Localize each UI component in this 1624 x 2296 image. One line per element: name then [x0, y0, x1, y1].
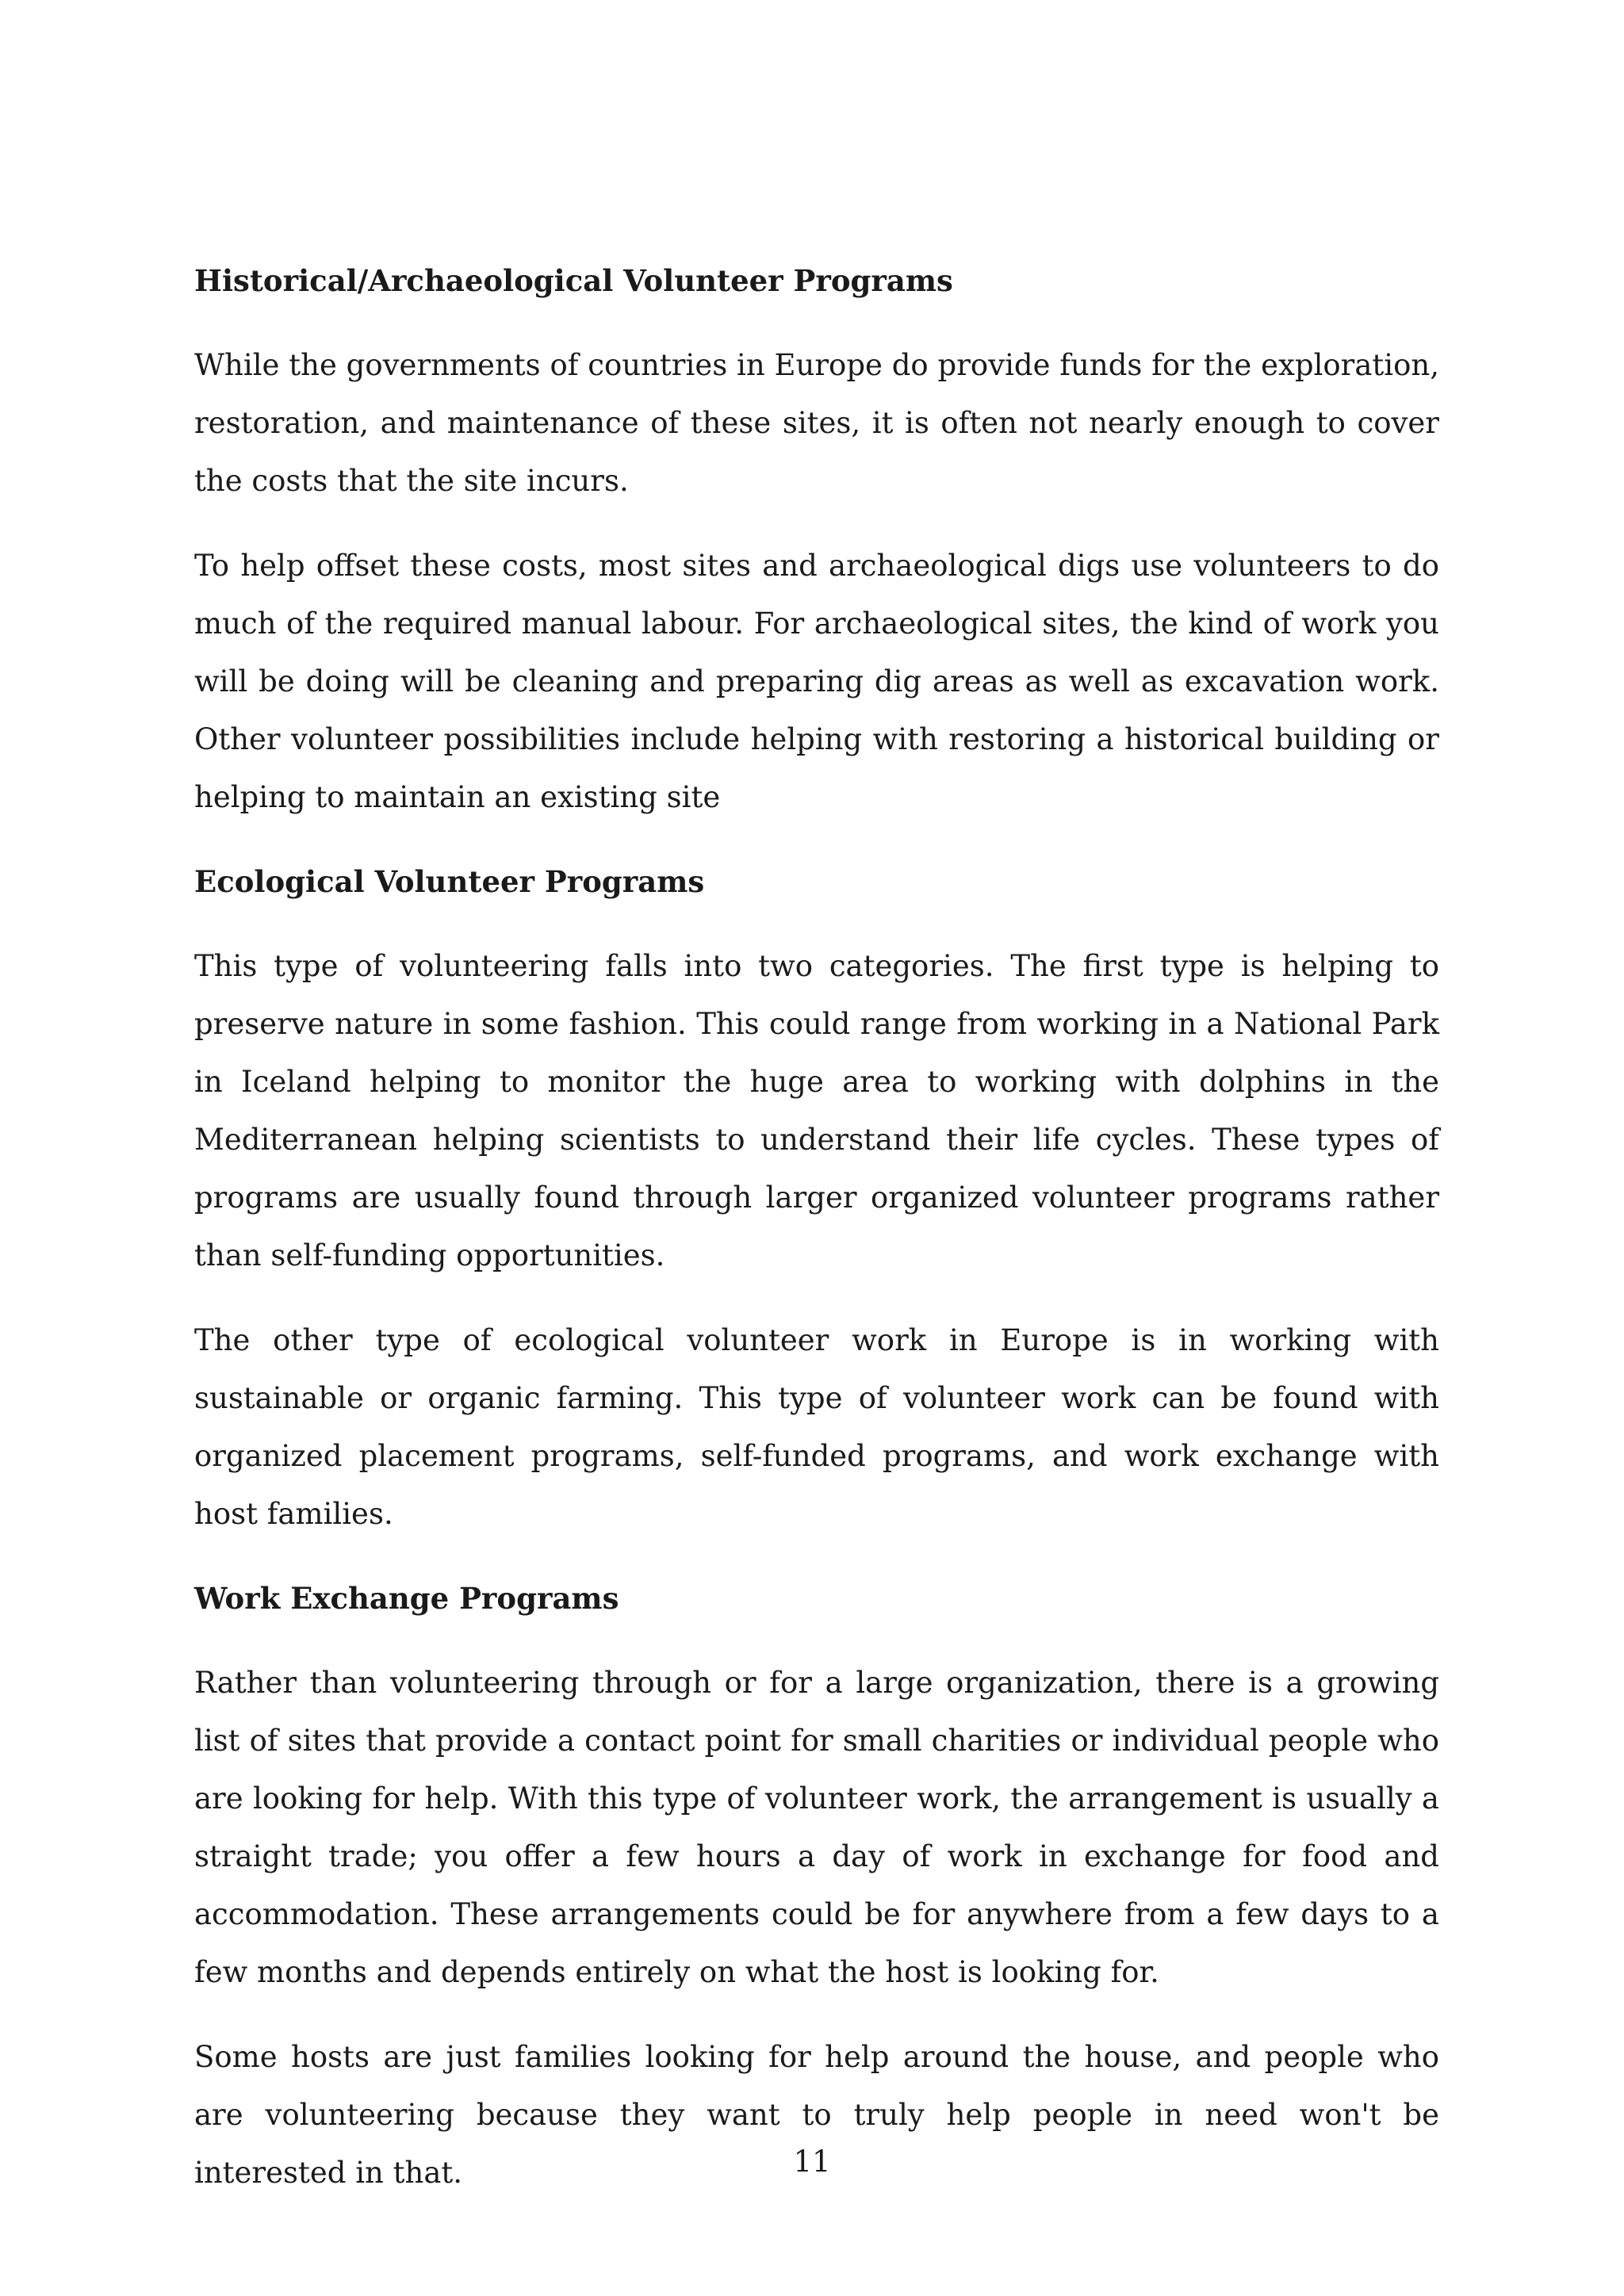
section-work-exchange [194, 1570, 1439, 2202]
document-page [194, 252, 1439, 2229]
section-ecological [194, 853, 1439, 1543]
page-number: 11 [793, 2145, 831, 2179]
section-heading: Historical/Archaeological Volunteer Programs [194, 263, 953, 298]
paragraph: While the governments of countries in Europe do provide funds for the exploration, restoration, and maintenance of these sites, it is often not nearly enough to cover the costs that the site incurs. [194, 348, 1439, 498]
section-historical-archaeological [194, 252, 1439, 826]
paragraph: Some hosts are just families looking for help around the house, and people who are volunteering because they want to truly help people in need won't be interested in that. [194, 2040, 1439, 2190]
paragraph: Rather than volunteering through or for a large organization, there is a growing list of sites that provide a contact point for small charities or individual people who are looking for help. With this type of volunteer work, the arrangement is usually a straight trade; you offer a few hours a day of work in exchange for food and accommodation. These arrangements could be for anywhere from a few days to a few months and depends entirely on what the host is looking for. [194, 1666, 1439, 1989]
section-heading: Work Exchange Programs [194, 1581, 619, 1616]
section-heading: Ecological Volunteer Programs [194, 864, 705, 899]
paragraph: The other type of ecological volunteer work in Europe is in working with sustainable or organic farming. This type of volunteer work can be found with organized placement programs, self-funded programs, and work exchange with host families. [194, 1323, 1439, 1531]
paragraph: This type of volunteering falls into two categories. The first type is helping to preserve nature in some fashion. This could range from working in a National Park in Iceland helping to monitor the huge area to working with dolphins in the Mediterranean helping scientists to understand their life cycles. These types of programs are usually found through larger organized volunteer programs rather than self-funding opportunities. [194, 949, 1439, 1272]
paragraph: To help offset these costs, most sites and archaeological digs use volunteers to do much of the required manual labour. For archaeological sites, the kind of work you will be doing will be cleaning and preparing dig areas as well as excavation work. Other volunteer possibilities include helping with restoring a historical building or helping to maintain an existing site [194, 549, 1439, 814]
